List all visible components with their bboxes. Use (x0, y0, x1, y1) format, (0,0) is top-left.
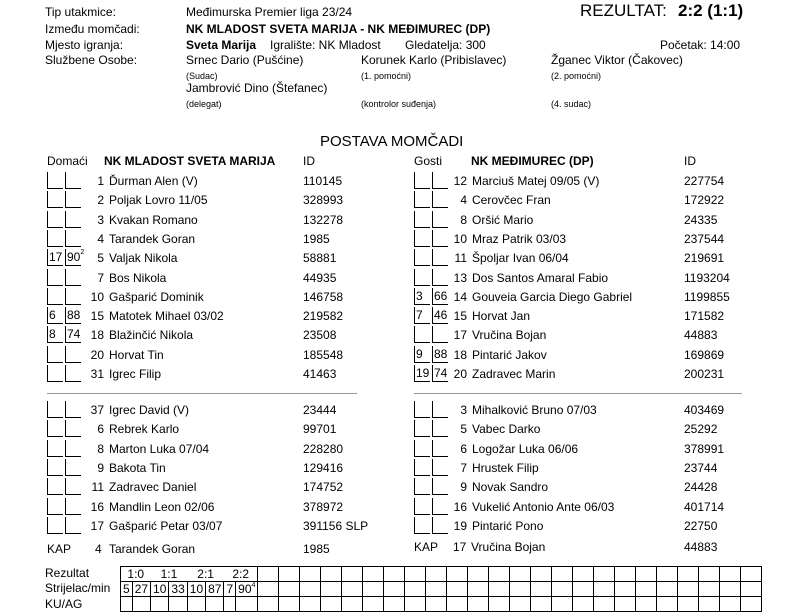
results-table (120, 566, 762, 612)
minute-box (414, 459, 430, 476)
player-id: 110145 (303, 174, 343, 188)
player-name: Gašparić Petar 03/07 (109, 518, 223, 533)
postava-title: POSTAVA MOMČADI (320, 133, 464, 150)
score-cell: 2:1 (187, 567, 224, 582)
minute-box (414, 478, 430, 495)
minute-box (414, 211, 430, 228)
official-name: Srnec Dario (Pušćine) (186, 53, 304, 67)
player-id: 171582 (684, 309, 725, 324)
minute-box-value: 66 (434, 288, 448, 303)
home-id-label: ID (303, 154, 315, 168)
minute-box (414, 401, 430, 418)
player-number: 9 (460, 480, 467, 495)
player-number: 17 (453, 328, 467, 343)
player-name: Oršić Mario (472, 212, 534, 227)
home-kap-name: Tarandek Goran (109, 542, 196, 556)
player-number: 15 (90, 309, 104, 324)
player-id: 132278 (303, 212, 344, 227)
minute-box (47, 517, 63, 534)
player-number: 37 (90, 403, 104, 417)
player-id: 391156 SLP (303, 518, 369, 533)
score-cell: 1:1 (151, 567, 188, 582)
player-id: 99701 (303, 422, 337, 437)
away-label: Gosti (414, 154, 443, 168)
player-number: 18 (90, 328, 104, 343)
player-id: 237544 (684, 231, 725, 246)
player-name: Igrec Filip (109, 367, 162, 381)
minute-box (414, 269, 430, 286)
minute-box (414, 420, 430, 437)
player-number: 15 (453, 309, 467, 324)
player-id: 401714 (684, 499, 725, 514)
player-number: 3 (460, 403, 467, 417)
player-name: Matotek Mihael 03/02 (109, 309, 224, 324)
player-name: Blažinčić Nikola (109, 328, 194, 343)
player-id: 219691 (684, 251, 725, 266)
player-id: 172922 (684, 193, 725, 208)
home-label: Domaći (47, 154, 88, 168)
home-team: NK MLADOST SVETA MARIJA (104, 154, 276, 168)
minute-box (47, 288, 63, 305)
official-name: Žganec Viktor (Čakovec) (551, 53, 683, 67)
official-role: (1. pomoćni) (361, 71, 412, 81)
player-number: 5 (97, 251, 104, 266)
minute-box-value: 46 (434, 308, 448, 323)
player-id: 41463 (303, 367, 337, 381)
tip-label: Tip utakmice: (45, 5, 116, 19)
minute-box-value: 74 (67, 327, 81, 342)
minute-box (414, 517, 430, 534)
player-number: 6 (97, 422, 104, 437)
minute-box (47, 346, 63, 363)
player-id: 25292 (684, 422, 718, 437)
player-number: 4 (460, 193, 467, 208)
player-name: Pintarić Jakov (472, 347, 547, 362)
player-name: Cerovčec Fran (472, 193, 551, 208)
minute-box (47, 211, 63, 228)
player-number: 1 (97, 174, 104, 188)
minute-box (47, 459, 63, 476)
player-name: Tarandek Goran (109, 231, 196, 246)
tip-value: Međimurska Premier liga 23/24 (186, 5, 353, 19)
rezultat-value: 2:2 (1:1) (678, 1, 744, 20)
scorer-min-value: 90 (238, 582, 252, 596)
minute-box-value: 74 (434, 366, 448, 380)
minute-box (414, 230, 430, 247)
pocetak: Početak: 14:00 (660, 38, 741, 52)
minute-box-value: 88 (67, 308, 81, 323)
scorer-min: 87 (206, 582, 224, 597)
player-id: 378991 (684, 441, 725, 456)
minute-box: 7 (414, 307, 430, 324)
official-name: Jambrović Dino (Štefanec) (186, 81, 328, 95)
minute-box (47, 172, 63, 189)
player-id: 185548 (303, 347, 344, 362)
minute-box (414, 191, 430, 208)
player-name: Špoljar Ivan 06/04 (472, 251, 569, 266)
player-id: 174752 (303, 480, 344, 495)
player-name: Igrec David (V) (109, 403, 190, 417)
home-kap-label: KAP (47, 542, 72, 556)
scorer-num: 5 (121, 582, 133, 597)
divider (414, 393, 742, 394)
player-number: 9 (97, 460, 104, 475)
player-id: 219582 (303, 309, 344, 324)
divider (47, 393, 357, 394)
minute-box: 9 (414, 346, 430, 363)
official-role: (delegat) (186, 99, 222, 109)
minute-box-value: 90 (67, 250, 81, 265)
player-name: Mandlin Leon 02/06 (109, 499, 215, 514)
player-id: 228280 (303, 441, 344, 456)
player-number: 16 (90, 499, 104, 514)
minute-box (414, 440, 430, 457)
mjesto-label: Mjesto igranja: (45, 38, 124, 52)
kuag-row-label: KU/AG (45, 597, 83, 611)
score-cell: 1:0 (121, 567, 151, 582)
player-id: 169869 (684, 347, 725, 362)
scorer-row (121, 582, 762, 597)
gledatelja: Gledatelja: 300 (405, 38, 486, 52)
official-role: (kontrolor suđenja) (361, 99, 437, 109)
player-name: Poljak Lovro 11/05 (109, 193, 208, 208)
player-name: Marton Luka 07/04 (109, 441, 210, 456)
player-id: 1199855 (684, 289, 730, 304)
minute-box (47, 498, 63, 515)
player-name: Mihalković Bruno 07/03 (472, 403, 597, 417)
minute-box (47, 269, 63, 286)
mjesto-value: Sveta Marija (186, 38, 257, 52)
player-name: Horvat Jan (472, 309, 531, 324)
player-name: Marciuš Matej 09/05 (V) (472, 174, 600, 188)
minute-box (47, 478, 63, 495)
player-name: Ďurman Alen (V) (109, 174, 198, 188)
rezultat-row-label: Rezultat (45, 566, 90, 580)
minute-box-sup: 2 (80, 249, 85, 257)
minute-box (47, 230, 63, 247)
player-id: 24428 (684, 480, 718, 495)
player-name: Zadravec Daniel (109, 480, 197, 495)
player-id: 328993 (303, 193, 344, 208)
minute-box-value: 88 (434, 346, 448, 361)
player-number: 2 (97, 193, 104, 208)
player-name: Novak Sandro (472, 480, 549, 495)
minute-box (47, 420, 63, 437)
player-number: 7 (460, 460, 467, 475)
scorer-num: 10 (151, 582, 169, 597)
away-id-label: ID (684, 154, 696, 168)
home-kap-id: 1985 (303, 542, 330, 556)
minute-box (47, 365, 63, 382)
player-number: 10 (453, 231, 467, 246)
player-number: 20 (90, 347, 104, 362)
player-id: 58881 (303, 251, 337, 266)
player-number: 4 (97, 231, 104, 246)
away-team: NK MEĐIMUREC (DP) (471, 154, 594, 168)
minute-box (414, 249, 430, 266)
player-number: 6 (460, 441, 467, 456)
player-id: 24335 (684, 212, 718, 227)
player-name: Hrustek Filip (472, 460, 539, 475)
scorer-num: 7 (224, 582, 236, 597)
minute-box: 17 (49, 250, 63, 265)
player-name: Mraz Patrik 03/03 (472, 231, 567, 246)
player-name: Vabec Darko (472, 422, 541, 437)
player-name: Gašparić Dominik (109, 289, 204, 304)
player-name: Valjak Nikola (109, 251, 178, 266)
player-name: Bos Nikola (109, 270, 167, 285)
scorer-min (236, 582, 258, 597)
home-kap-num: 4 (95, 542, 102, 556)
player-name: Rebrek Karlo (109, 422, 180, 437)
player-id: 129416 (303, 460, 344, 475)
minute-box: 8 (47, 326, 63, 343)
scorer-min: 33 (169, 582, 187, 597)
player-number: 10 (90, 289, 104, 304)
player-id: 22750 (684, 518, 718, 533)
away-kap-name: Vručina Bojan (471, 540, 546, 554)
minute-box (414, 172, 430, 189)
player-number: 14 (453, 289, 467, 304)
official-role: (Sudac) (186, 71, 218, 81)
player-name: Logožar Luka 06/06 (472, 441, 579, 456)
player-id: 44883 (684, 328, 718, 343)
away-kap-num: 17 (453, 540, 467, 554)
strijelac-row-label: Strijelac/min (45, 581, 111, 595)
rezultat-label: REZULTAT: (580, 1, 667, 20)
player-id: 44935 (303, 270, 337, 285)
scorer-min: 27 (132, 582, 150, 597)
player-name: Zadravec Marin (472, 367, 556, 381)
minute-box (414, 498, 430, 515)
player-id: 227754 (684, 174, 725, 188)
away-kap-id: 44883 (684, 540, 718, 554)
player-number: 7 (97, 270, 104, 285)
player-name: Pintarić Pono (472, 518, 544, 533)
player-number: 3 (97, 212, 104, 227)
player-id: 1985 (303, 231, 330, 246)
official-role: (4. sudac) (551, 99, 592, 109)
player-number: 16 (453, 499, 467, 514)
player-id: 378972 (303, 499, 344, 514)
player-number: 11 (91, 480, 104, 495)
player-number: 31 (90, 367, 104, 381)
izmedju-label: Između momčadi: (45, 22, 140, 36)
minute-box: 19 (416, 366, 430, 380)
kuag-row (121, 597, 762, 612)
minute-box (47, 440, 63, 457)
scorer-num: 10 (187, 582, 205, 597)
player-id: 146758 (303, 289, 344, 304)
player-number: 12 (453, 174, 467, 188)
player-id: 1193204 (684, 270, 730, 285)
player-number: 13 (453, 270, 467, 285)
player-number: 11 (454, 251, 467, 266)
score-row (121, 567, 762, 582)
minute-box: 6 (47, 307, 63, 324)
minute-box: 3 (414, 288, 430, 305)
player-number: 20 (453, 367, 467, 381)
player-number: 19 (453, 518, 467, 533)
player-id: 403469 (684, 403, 725, 417)
minute-box (47, 401, 63, 418)
player-id: 23508 (303, 328, 337, 343)
player-number: 8 (460, 212, 467, 227)
igraliste: Igralište: NK Mladost (270, 38, 381, 52)
player-number: 5 (460, 422, 467, 437)
player-name: Vukelić Antonio Ante 06/03 (472, 499, 615, 514)
player-id: 23444 (303, 403, 337, 417)
sluzbene-label: Službene Osobe: (45, 53, 138, 67)
player-name: Kvakan Romano (109, 212, 198, 227)
player-name: Vručina Bojan (472, 328, 547, 343)
player-name: Dos Santos Amaral Fabio (472, 270, 609, 285)
minute-box (414, 326, 430, 343)
score-cell: 2:2 (224, 567, 258, 582)
izmedju-value: NK MLADOST SVETA MARIJA - NK MEĐIMUREC (DP) (186, 22, 491, 36)
player-name: Gouveia Garcia Diego Gabriel (472, 289, 633, 304)
player-number: 17 (90, 518, 104, 533)
away-kap-label: KAP (414, 540, 439, 554)
player-name: Bakota Tin (109, 460, 166, 475)
scorer-min-sup: 4 (251, 582, 256, 589)
official-role: (2. pomoćni) (551, 71, 602, 81)
minute-box (47, 191, 63, 208)
official-name: Korunek Karlo (Pribislavec) (361, 53, 507, 67)
player-id: 23744 (684, 460, 718, 475)
player-number: 18 (453, 347, 467, 362)
player-id: 200231 (684, 367, 725, 381)
player-number: 8 (97, 441, 104, 456)
player-name: Horvat Tin (109, 347, 164, 362)
